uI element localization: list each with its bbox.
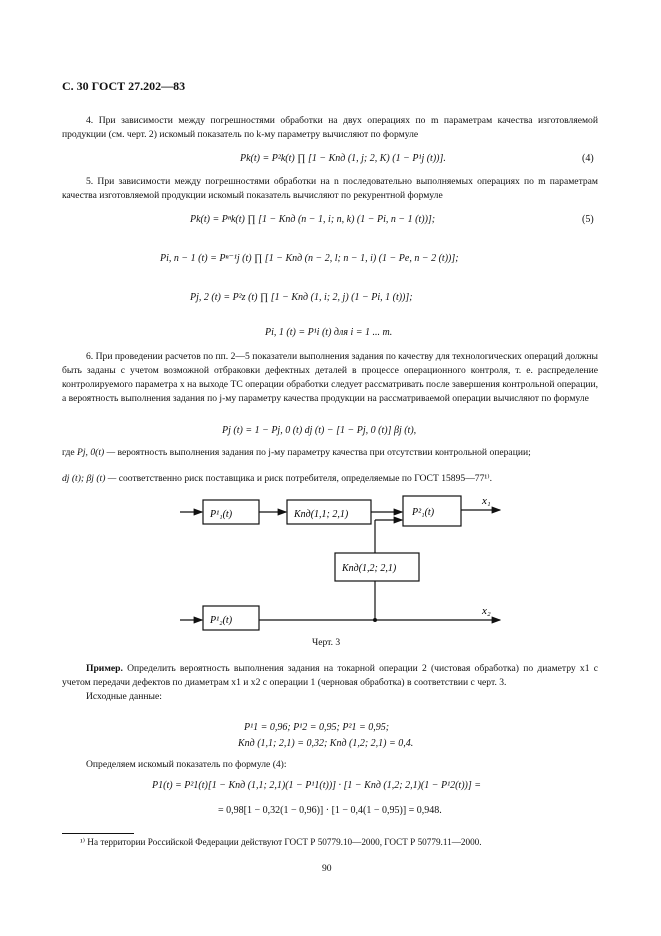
section-5-text	[62, 175, 598, 203]
definition-where: где	[62, 447, 75, 458]
box-k2-label: Kпд(1,2; 2,1)	[342, 563, 397, 574]
output-x2-label: x₂	[482, 605, 491, 617]
section-6-paragraph: 6. При проведении расчетов по пп. 2—5 показатели выполнения задания по качеству для технологических операций должны быть заданы с учетом возможной отбраковки дефектных деталей в процессе операционного контроля, т. е. распределение контролируемого параметра x на выходе ТС операции обработки следует рассматривать после завершения контрольной операции, а вероятность выполнения задания по j-му параметру качества продукции на рассматриваемой операции вычисляют по формуле	[62, 351, 598, 404]
section-5-paragraph: 5. При зависимости между погрешностями обработки на n последовательно выполняемых операциях по m параметрам качества изготовляемой продукции искомый показатель вычисляют по рекурентной формуле	[62, 176, 598, 201]
page-number: 90	[322, 863, 332, 874]
footnote-rule	[62, 833, 134, 834]
definition-1-text: вероятность выполнения задания по j-му параметру качества при отсутствии контрольной операции;	[117, 447, 531, 458]
formula-6: Pj (t) = 1 − Pj, 0 (t) dj (t) − [1 − Pj, 0 (t)] βj (t),	[222, 425, 417, 436]
example-formula-2: = 0,98[1 − 0,32(1 − 0,96)] · [1 − 0,4(1 − 0,95)] = 0,948.	[218, 805, 442, 816]
output-x1-label: x₁	[482, 495, 491, 507]
formula-5d: Pi, 1 (t) = P¹i (t) для i = 1 ... m.	[265, 327, 393, 338]
formula-5c: Pj, 2 (t) = P²z (t) ∏ [1 − Kпд (1, i; 2, j) (1 − Pi, 1 (t))];	[190, 292, 413, 303]
box-p21-label: P²₁(t)	[412, 507, 435, 518]
example-data-1: P¹1 = 0,96; P¹2 = 0,95; P²1 = 0,95;	[244, 722, 390, 733]
example-lead: Пример.	[86, 663, 123, 674]
definition-2-symbol: dj (t); βj (t) —	[62, 473, 117, 484]
box-p11-label: P¹₁(t)	[210, 509, 233, 520]
example-paragraph	[62, 662, 598, 690]
box-p12-label: P¹₂(t)	[210, 615, 233, 626]
formula-5a: Pk(t) = Pⁿk(t) ∏ [1 − Kпд (n − 1, i; n, k) (1 − Pi, n − 1 (t))];	[190, 214, 436, 225]
footnote: ¹⁾ На территории Российской Федерации действуют ГОСТ Р 50779.10—2000, ГОСТ Р 50779.11—2000.	[80, 837, 482, 847]
example-formula-1: P1(t) = P²1(t)[1 − Kпд (1,1; 2,1)(1 − P¹1(t))] · [1 − Kпд (1,2; 2,1)(1 − P¹2(t))] =	[152, 780, 481, 791]
calc-label-block	[62, 758, 598, 772]
section-4-paragraph: 4. При зависимости между погрешностями обработки на двух операциях по m параметрам качества изготовляемой продукции (см. черт. 2) искомый показатель по k-му параметру вычисляют по формуле	[62, 115, 598, 140]
definition-2-text: соответственно риск поставщика и риск потребителя, определяемые по ГОСТ 15895—77¹⁾.	[118, 473, 493, 484]
definition-2	[62, 472, 598, 485]
section-6-text	[62, 350, 598, 406]
definition-1-symbol: Pj, 0(t) —	[77, 447, 116, 458]
formula-4: Pk(t) = P²k(t) ∏ [1 − Kпд (1, j; 2, K) (1 − P¹j (t))].	[240, 153, 446, 164]
formula-5b: Pi, n − 1 (t) = Pⁿ⁻¹j (t) ∏ [1 − Kпд (n − 2, l; n − 1, i) (1 − Pe, n − 2 (t))];	[160, 253, 459, 264]
box-k1-label: Kпд(1,1; 2,1)	[294, 509, 349, 520]
example-data-2: Kпд (1,1; 2,1) = 0,32; Kпд (1,2; 2,1) = 0,4.	[238, 738, 414, 749]
page-header: С. 30 ГОСТ 27.202—83	[62, 79, 186, 93]
diagram-chart-3	[170, 488, 510, 634]
calc-label: Определяем искомый показатель по формуле (4):	[86, 759, 287, 770]
section-4-text	[62, 114, 598, 142]
formula-5-number: (5)	[582, 214, 594, 225]
figure-caption: Черт. 3	[312, 637, 341, 648]
formula-4-number: (4)	[582, 153, 594, 164]
example-text	[62, 662, 598, 704]
example-source-label: Исходные данные:	[86, 691, 162, 702]
example-body: Определить вероятность выполнения задания на токарной операции 2 (чистовая обработка) по диаметру x1 с учетом передачи дефектов по диаметрам x1 и x2 с операции 1 (черновая обработка) в соответствии с черт. 3.	[62, 663, 598, 688]
definition-1	[62, 446, 598, 459]
